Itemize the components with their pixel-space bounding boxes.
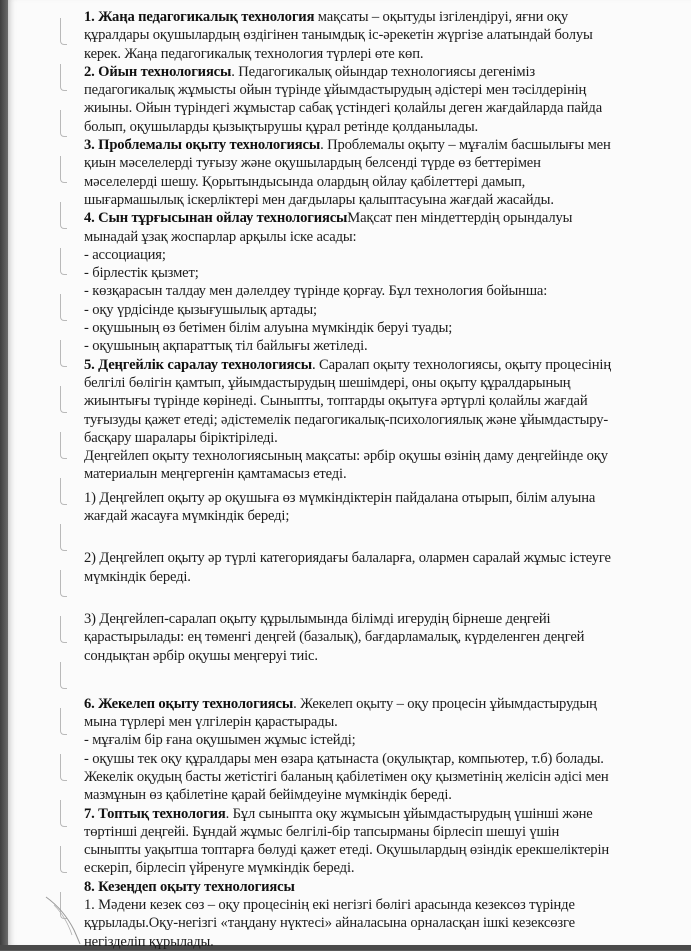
text-line: ескеріп, бірлесіп үйренуге мүмкіндік береді. [84, 860, 355, 877]
text-line [84, 209, 684, 227]
binding-mark [60, 754, 67, 781]
text-line: шығармашылық іскерліктері мен дағдылары қалыптасуына жағдай жасайды. [84, 191, 554, 208]
text-line: басқару шаралары біріктіріледі. [84, 429, 278, 446]
section-4 [84, 209, 684, 355]
numbered-item: 1. Мәдени кезек сөз – оқу процесінің екі негізгі бөлігі арасында кезексөз түрінде [84, 897, 575, 914]
section-heading: 2. Ойын технологиясы [84, 63, 232, 80]
text-run: . Жекелеп оқыту – оқу процесін ұйымдастырудың [293, 695, 597, 712]
text-line: жиыны. Ойын түріндегі жұмыстар сабақ үстіндегі қолайлы деген жағдайларда пайда [84, 100, 603, 117]
list-item: - ассоциация; [84, 246, 166, 263]
document-body [84, 8, 684, 951]
binding-mark [60, 156, 67, 183]
section-heading: 6. Жекелеп оқыту технологиясы [84, 695, 294, 712]
binding-mark [60, 110, 67, 137]
scanner-left-edge [0, 0, 8, 950]
text-line: құралдары оқушылардың өздігінен танымдық іс-әрекетін жүргізе алатындай болуы [84, 27, 593, 44]
list-item: - мұғалім бір ғана оқушымен жұмыс істейді; [84, 732, 356, 749]
text-line: қарастырылады: ең төменгі деңгей (базалық), бағдарламалық, күрделенген деңгей [84, 629, 585, 646]
section-heading: 7. Топтық технология [84, 805, 226, 822]
text-line: сыныпты уақытша топтарға бөлуді қажет етеді. Оқушылардың өзіндік ерекшеліктерін [84, 842, 610, 859]
text-line [84, 805, 684, 823]
numbered-item: 3) Деңгейлеп-саралап оқыту құрылымында білімді игерудің бірнеше деңгейі [84, 610, 551, 627]
text-line: мазмұнын өз қабілетіне қарай бейімдеуіне мүмкіндік береді. [84, 787, 452, 804]
binding-mark [60, 202, 67, 229]
binding-mark [60, 248, 67, 275]
text-run: . Педагогикалық ойындар технологиясы дегеніміз [231, 63, 535, 80]
text-line: туғызуды қажет етеді; әдістемелік педагогикалық-психологиялық және ұйымдастыру- [84, 411, 609, 428]
binding-mark [60, 524, 67, 551]
section-6 [84, 695, 684, 805]
text-run: . Бұл сыныпта оқу жұмысын ұйымдастырудың үшінші және [225, 805, 593, 822]
binding-mark [60, 570, 67, 597]
binding-mark [60, 478, 67, 505]
text-line: негізделіп құрылады. [84, 933, 214, 950]
blank-line [84, 665, 684, 695]
section-heading: 8. Кезеңдеп оқыту технологиясы [84, 878, 295, 895]
text-run: Мақсат пен міндеттердің орындалуы [347, 210, 573, 227]
text-line [84, 136, 684, 154]
section-7 [84, 805, 684, 878]
list-item: - оқу үрдісінде қызығушылық артады; [84, 301, 317, 318]
text-run: . Саралап оқыту технологиясы, оқыту процесінің [312, 356, 612, 373]
text-line [84, 878, 684, 896]
text-line: мәселелерді шешу. Қорытындысында олардың ойлау қабілеттері дамып, [84, 173, 526, 190]
section-heading: 4. Сын тұрғысынан ойлау технологиясы [84, 210, 348, 227]
text-line: белгілі бөлігін қамтып, ұйымдастырудың шешімдері, оны оқыту құралдарының [84, 374, 571, 391]
binding-mark [60, 708, 67, 735]
text-line: қиын мәселелерді туғызу және оқушылардың белсенді түрде өз беттерімен [84, 155, 541, 172]
binding-mark [60, 18, 67, 45]
text-line: жиынтығы түрінде көрінеді. Сыныпты, топтарды оқытуға әртүрлі қолайлы жағдай [84, 393, 588, 410]
numbered-item: 2) Деңгейлеп оқыту әр түрлі категориядағы балаларға, олармен саралай жұмыс істеуге [84, 550, 611, 567]
text-run: . Проблемалы оқыту – мұғалім басшылығы мен [320, 137, 611, 154]
text-line [84, 63, 684, 81]
binding-mark [60, 846, 67, 873]
section-2 [84, 63, 684, 136]
binding-mark [60, 340, 67, 367]
text-line: педагогикалық жұмысты ойын түрінде ұйымдастырудың әдістері мен тәсілдерінің [84, 82, 587, 99]
text-line: жағдай жасауға мүмкіндік береді; [84, 508, 290, 525]
text-line: құрылады.Оқу-негізгі «таңдану нүктесі» айналасына орналасқан ішкі кезексөзге [84, 915, 575, 932]
text-line: керек. Жаңа педагогикалық технология түрлері өте көп. [84, 45, 424, 62]
binding-mark [60, 800, 67, 827]
section-5 [84, 356, 684, 695]
section-heading: 3. Проблемалы оқыту технологиясы [84, 137, 321, 154]
list-item: - оқушы тек оқу құралдары мен өзара қатынаста (оқулықтар, компьютер, т.б) болады. [84, 750, 604, 767]
binding-mark [60, 386, 67, 413]
section-3 [84, 136, 684, 209]
text-line [84, 8, 684, 26]
list-item: - оқушының ақпараттық тіл байлығы жетіледі. [84, 338, 368, 355]
text-line: мүмкіндік береді. [84, 568, 191, 585]
section-8 [84, 878, 684, 951]
list-item: - көзқарасын талдау мен дәлелдеу түрінде қорғау. Бұл технология бойынша: [84, 283, 548, 300]
text-run: мақсаты – оқытуды ізгілендіруі, яғни оқу [314, 9, 568, 25]
blank-line [84, 525, 684, 549]
text-line: материалын меңгергенін қамтамасыз етеді. [84, 466, 347, 483]
text-line: мына түрлері мен үлгілерін қарастырады. [84, 714, 338, 731]
binding-mark [60, 64, 67, 91]
binding-mark [60, 616, 67, 643]
section-heading: 1. Жаңа педагогикалық технология [84, 9, 315, 25]
text-line: төртінші деңгейі. Бұндай жұмыс белгілі-бір тапсырманы бірлесіп шешуі үшін [84, 823, 560, 840]
binding-mark [60, 662, 67, 689]
numbered-item: 1) Деңгейлеп оқыту әр оқушыға өз мүмкіндіктерін пайдалана отырып, білім алуына [84, 489, 596, 506]
text-line: Деңгейлеп оқыту технологиясының мақсаты: әрбір оқушы өзінің даму деңгейінде оқу [84, 448, 608, 465]
text-line: мынадай ұзақ жоспарлар арқылы іске асады: [84, 228, 357, 245]
list-item: - бірлестік қызмет; [84, 265, 199, 282]
text-line: сондықтан әрбір оқушы меңгеруі тиіс. [84, 647, 318, 664]
binding-mark [60, 294, 67, 321]
list-item: - оқушының өз бетімен білім алуына мүмкіндік беруі туады; [84, 320, 453, 337]
binding-mark [60, 432, 67, 459]
text-line: Жекелік оқудың басты жетістігі баланың қабілетімен оқу қызметінің желісін әдісі мен [84, 768, 609, 785]
text-line [84, 356, 684, 374]
text-line [84, 695, 684, 713]
text-line: болып, оқушыларды қызықтырушы құрал ретінде қолданылады. [84, 118, 479, 135]
blank-line [84, 586, 684, 610]
section-1 [84, 8, 684, 63]
section-heading: 5. Деңгейлік саралау технологиясы [84, 356, 313, 373]
